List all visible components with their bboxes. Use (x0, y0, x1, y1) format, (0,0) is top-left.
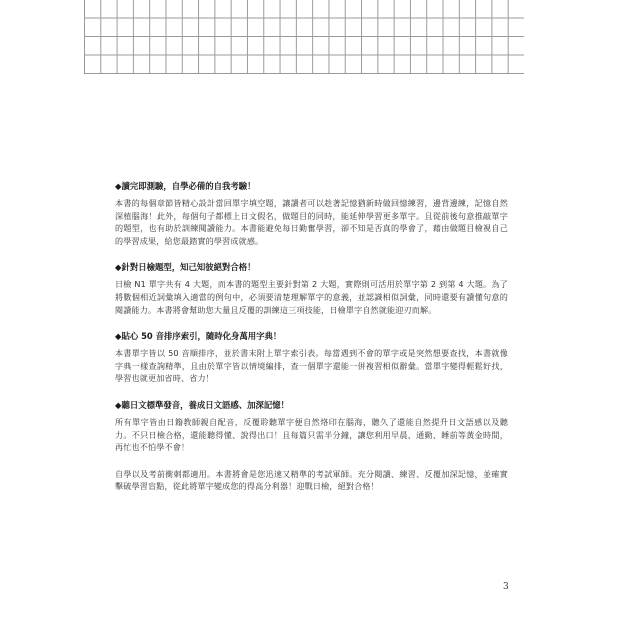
page-number: 3 (503, 582, 509, 592)
document-body (115, 180, 508, 507)
section-paragraph: 本書的每個章節皆精心設計當回單字填空題，讓讀者可以趁著記憶猶新時做回憶練習，邊背邊練，記憶自然深植腦海！此外，每個句子都標上日文假名，做題目的同時，能延伸學習更多單字。且從前後句意推敲單字的題型，也有助於訓練閱讀能力。本書能避免每日勤奮學習，卻不知是否真的學會了，藉由做題目檢視自己的學習成果，給您最踏實的學習成就感。 (115, 198, 508, 246)
section-index (115, 330, 508, 385)
section-heading: ◆讀完即測驗，自學必備的自我考驗！ (115, 181, 256, 191)
section-exam-format (115, 261, 508, 316)
grid-pattern (84, 0, 524, 74)
section-audio (115, 399, 508, 454)
section-paragraph: 日檢 N1 單字共有 4 大題，而本書的題型主要針對第 2 大題，實際則可活用於單字第 2 到第 4 大題。為了將數個相近詞彙填入適當的例句中，必須要清楚理解單字的意義，並認識相似詞彙，同時還要有讀懂句意的閱讀能力。本書將會幫助您大量且反覆的訓練這三項技能，日檢單字自然就能迎刃而解。 (115, 279, 508, 315)
section-heading: ◆針對日檢題型，知己知彼絕對合格！ (115, 262, 256, 273)
section-conclusion (115, 468, 508, 493)
section-heading: ◆聽日文標準發音，養成日文語感、加深記憶！ (115, 399, 289, 410)
section-practice (115, 180, 508, 247)
section-heading: ◆貼心 50 音排序索引，隨時化身萬用字典！ (115, 331, 282, 342)
section-paragraph: 本書單字皆以 50 音順排序，並於書末附上單字索引表。每當遇到不會的單字或是突然想要查找，本書就像字典一樣查詢精準，且由於單字皆以情境編排，查一個單字還能一併複習相似辭彙。當單字變得輕鬆好找，學習也就更加省時、省力！ (115, 348, 508, 384)
section-paragraph: 所有單字皆由日籍教師親自配音，反覆聆聽單字便自然烙印在腦海，聽久了還能自然提升日文語感以及聽力。不只日檢合格，還能聽得懂、說得出口！且每篇只需半分鐘，讓您利用早晨、通勤、睡前等黃金時間，再忙也不怕學不會！ (115, 416, 508, 453)
conclusion-paragraph: 自學以及考前衝刺都適用。本書將會是您迅速又精準的考試軍師。充分閱讀、練習、反覆加深記憶，並確實擊破學習盲點，從此將單字變成您的得高分利器！迎戰日檢，絕對合格！ (115, 468, 508, 492)
